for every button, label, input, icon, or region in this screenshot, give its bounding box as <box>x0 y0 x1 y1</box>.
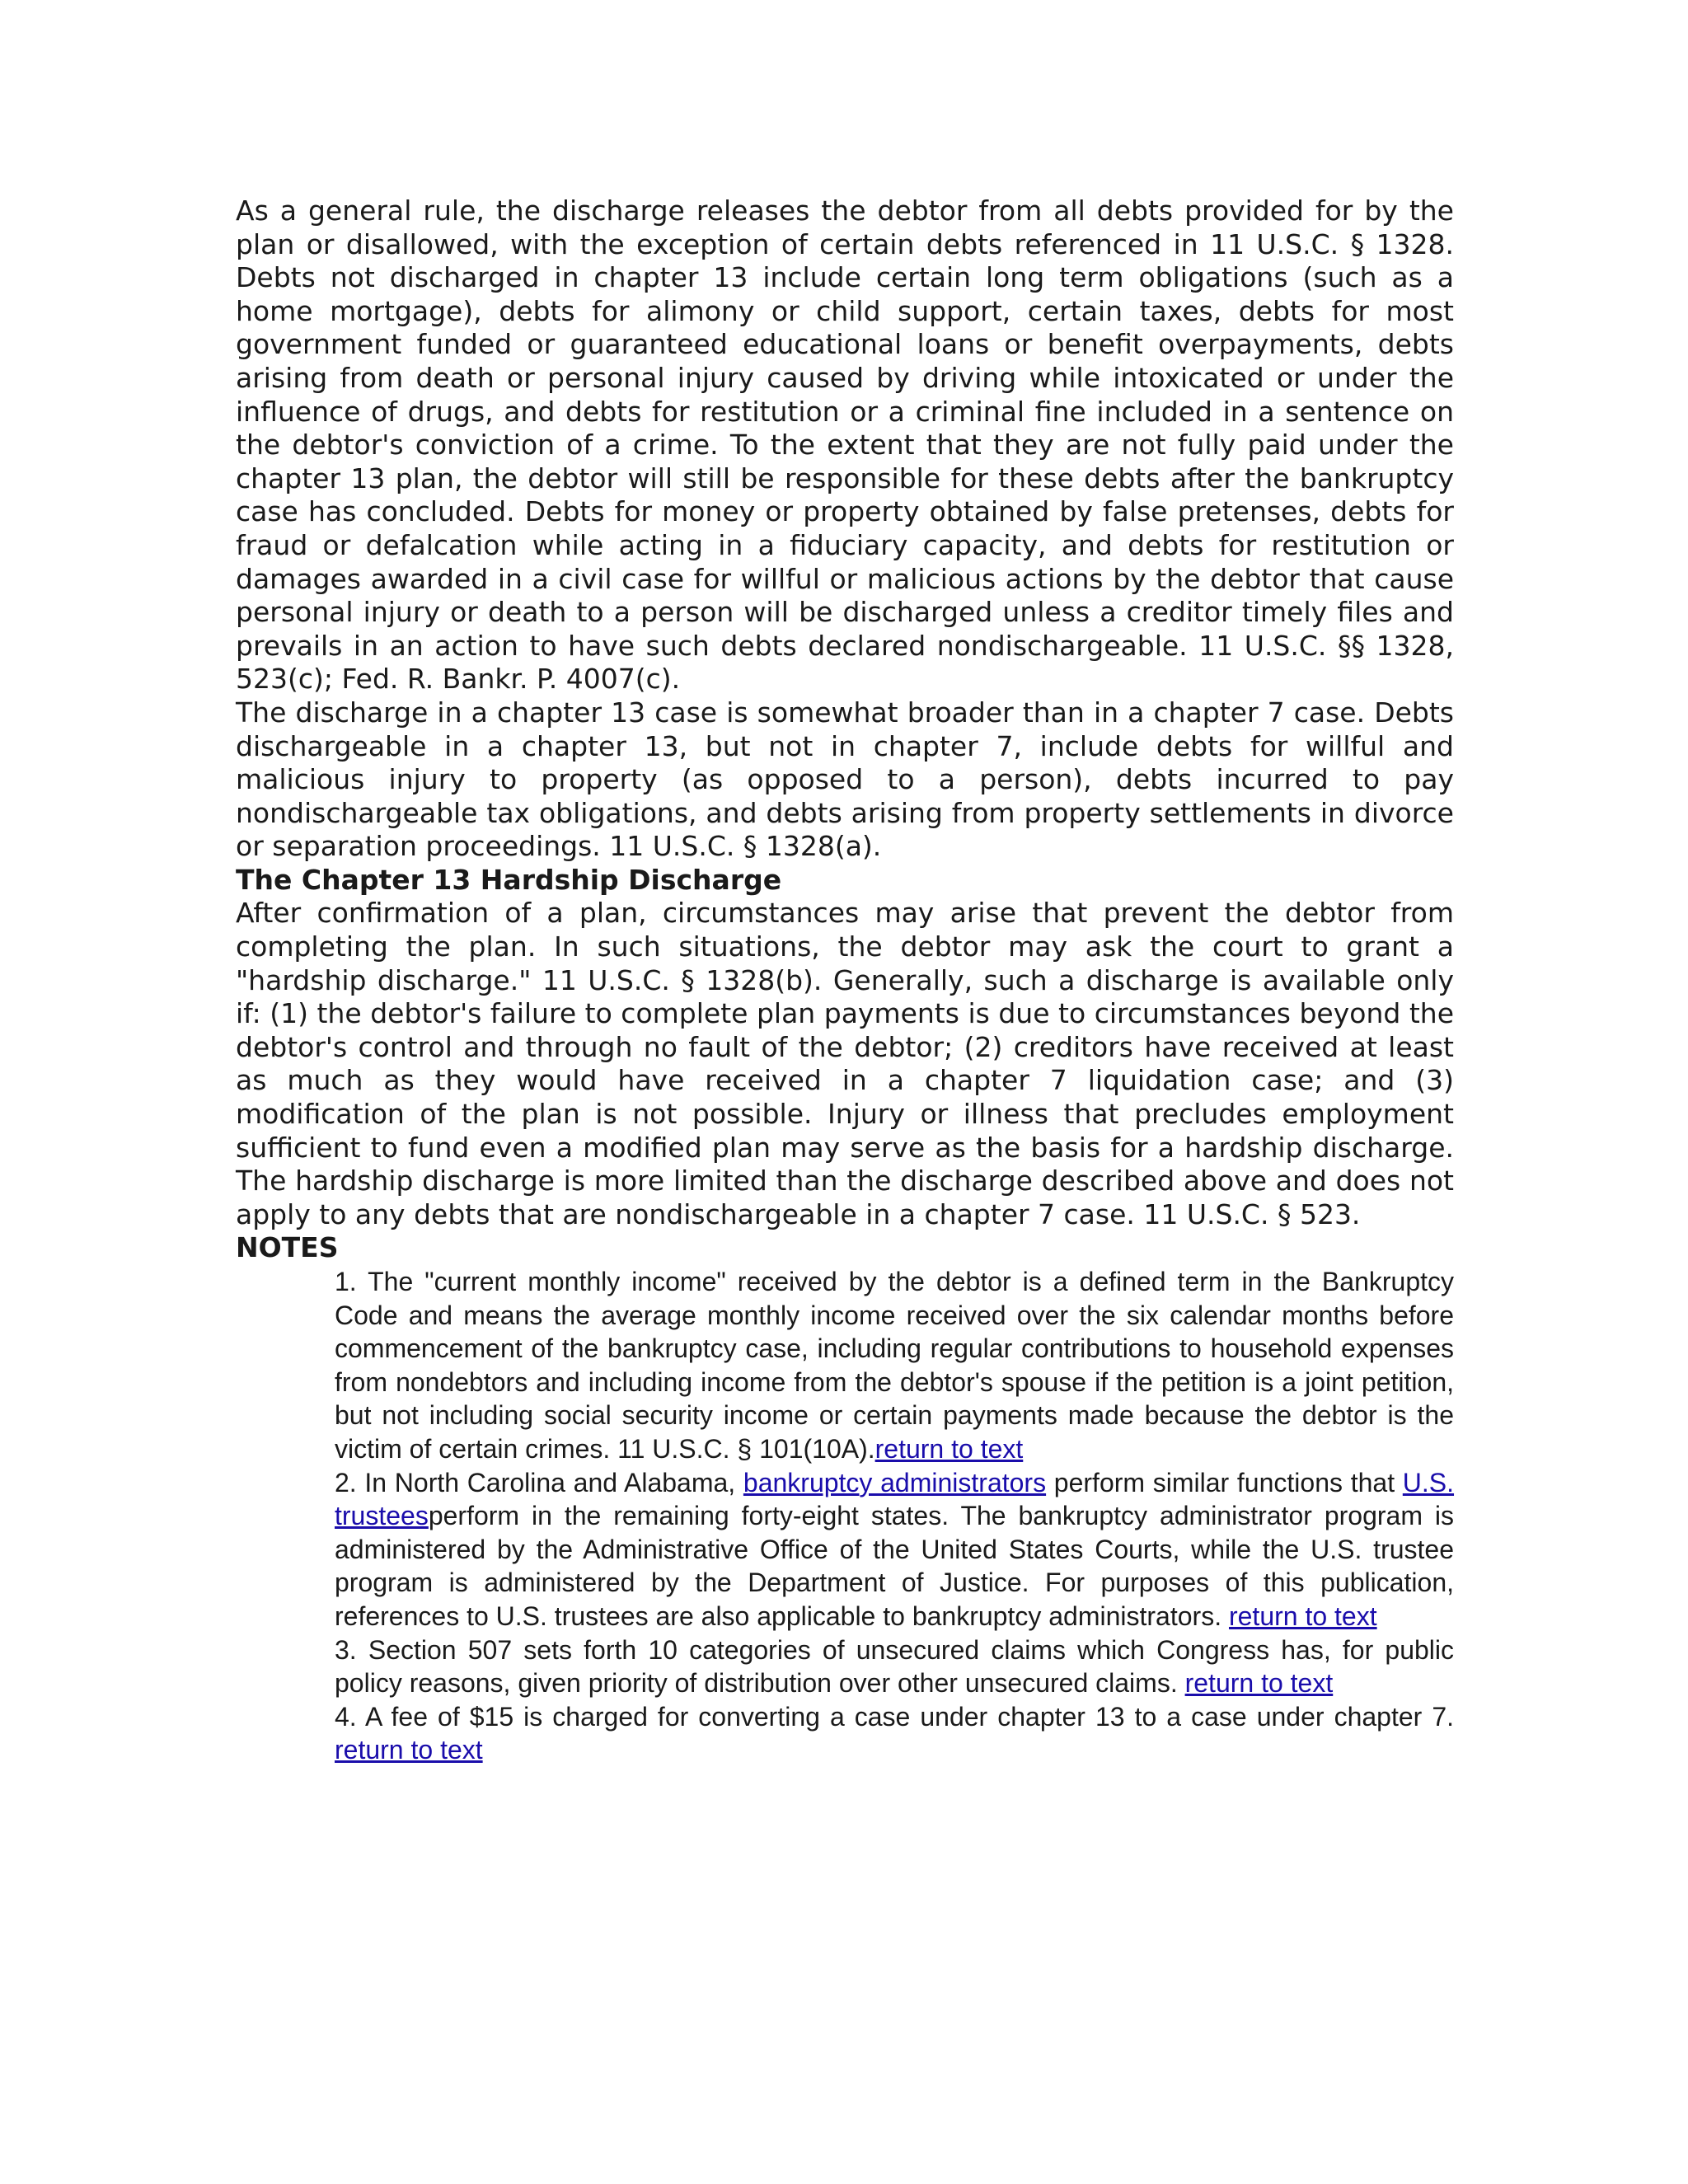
document-page <box>236 194 1454 1767</box>
note-number: 2. <box>335 1467 357 1497</box>
discharge-paragraph: As a general rule, the discharge releases the debtor from all debts provided for by the plan or disallowed, with the exception of certain debts referenced in 11 U.S.C. § 1328. Debts not discharged in chapter 13 include certain long term obligations (such as a home mortgage), debts for alimony or child support, certain taxes, debts for most government funded or guaranteed educational loans or benefit overpayments, debts arising from death or personal injury caused by driving while intoxicated or under the influence of drugs, and debts for restitution or a criminal fine included in a sentence on the debtor's conviction of a crime. To the extent that they are not fully paid under the chapter 13 plan, the debtor will still be responsible for these debts after the bankruptcy case has concluded. Debts for money or property obtained by false pretenses, debts for fraud or defalcation while acting in a fiduciary capacity, and debts for restitution or damages awarded in a civil case for willful or malicious actions by the debtor that cause personal injury or death to a person will be discharged unless a creditor timely files and prevails in an action to have such debts declared nondischargeable. 11 U.S.C. §§ 1328, 523(c); Fed. R. Bankr. P. 4007(c). <box>236 194 1454 696</box>
notes-heading: NOTES <box>236 1231 339 1264</box>
note-text: A fee of $15 is charged for converting a case under chapter 13 to a case under chapter 7. <box>364 1701 1454 1732</box>
note-number: 1. <box>335 1267 357 1296</box>
return-to-text-link[interactable]: return to text <box>874 1433 1024 1464</box>
hardship-heading: The Chapter 13 Hardship Discharge <box>236 863 782 896</box>
return-to-text-link[interactable]: return to text <box>1184 1668 1334 1699</box>
note-text: perform in the remaining forty-eight states. The bankruptcy administrator program is administered by the Administrative Office of the United States Courts, while the U.S. trustee program is administered by the Department of Justice. For purposes of this publication, references to U.S. trustees are also applicable to bankruptcy administrators. <box>335 1501 1454 1631</box>
note-text: perform similar functions that <box>1046 1467 1403 1497</box>
notes-list <box>335 1265 1454 1767</box>
note-number: 4. <box>335 1701 357 1732</box>
return-to-text-link[interactable]: return to text <box>335 1735 483 1765</box>
note-text: The "current monthly income" received by the debtor is a defined term in the Bankruptcy Code and means the average monthly income received over the six calendar months before commencement of the bankruptcy case, including regular contributions to household expenses from nondebtors and including income from the debtor's spouse if the petition is a joint petition, but not including social security income or certain payments made because the debtor is the victim of certain crimes. 11 U.S.C. § 101(10A). <box>335 1267 1455 1464</box>
note-number: 3. <box>335 1634 357 1665</box>
return-to-text-link[interactable]: return to text <box>1228 1601 1377 1631</box>
note-text: In North Carolina and Alabama, <box>364 1467 743 1497</box>
broader-discharge-paragraph: The discharge in a chapter 13 case is somewhat broader than in a chapter 7 case. Debts dischargeable in a chapter 13, but not in chapter 7, include debts for willful and malicious injury to property (as opposed to a person), debts incurred to pay nondischargeable tax obligations, and debts arising from property settlements in divorce or separation proceedings. 11 U.S.C. § 1328(a). <box>236 696 1454 863</box>
note-1 <box>335 1265 1454 1466</box>
hardship-paragraph: After confirmation of a plan, circumstances may arise that prevent the debtor from completing the plan. In such situations, the debtor may ask the court to grant a "hardship discharge." 11 U.S.C. § 1328(b). Generally, such a discharge is available only if: (1) the debtor's failure to complete plan payments is due to circumstances beyond the debtor's control and through no fault of the debtor; (2) creditors have received at least as much as they would have received in a chapter 7 liquidation case; and (3) modification of the plan is not possible. Injury or illness that precludes employment sufficient to fund even a modified plan may serve as the basis for a hardship discharge. The hardship discharge is more limited than the discharge described above and does not apply to any debts that are nondischargeable in a chapter 7 case. 11 U.S.C. § 523. <box>236 897 1454 1230</box>
bankruptcy-administrators-link[interactable]: bankruptcy administrators <box>743 1467 1047 1497</box>
note-4 <box>335 1700 1454 1767</box>
note-3 <box>335 1633 1454 1700</box>
us-trustees-link[interactable]: U.S. trustees <box>335 1467 1455 1531</box>
note-text: Section 507 sets forth 10 categories of unsecured claims which Congress has, for public policy reasons, given priority of distribution over other unsecured claims. <box>335 1634 1455 1699</box>
note-2 <box>335 1466 1454 1633</box>
